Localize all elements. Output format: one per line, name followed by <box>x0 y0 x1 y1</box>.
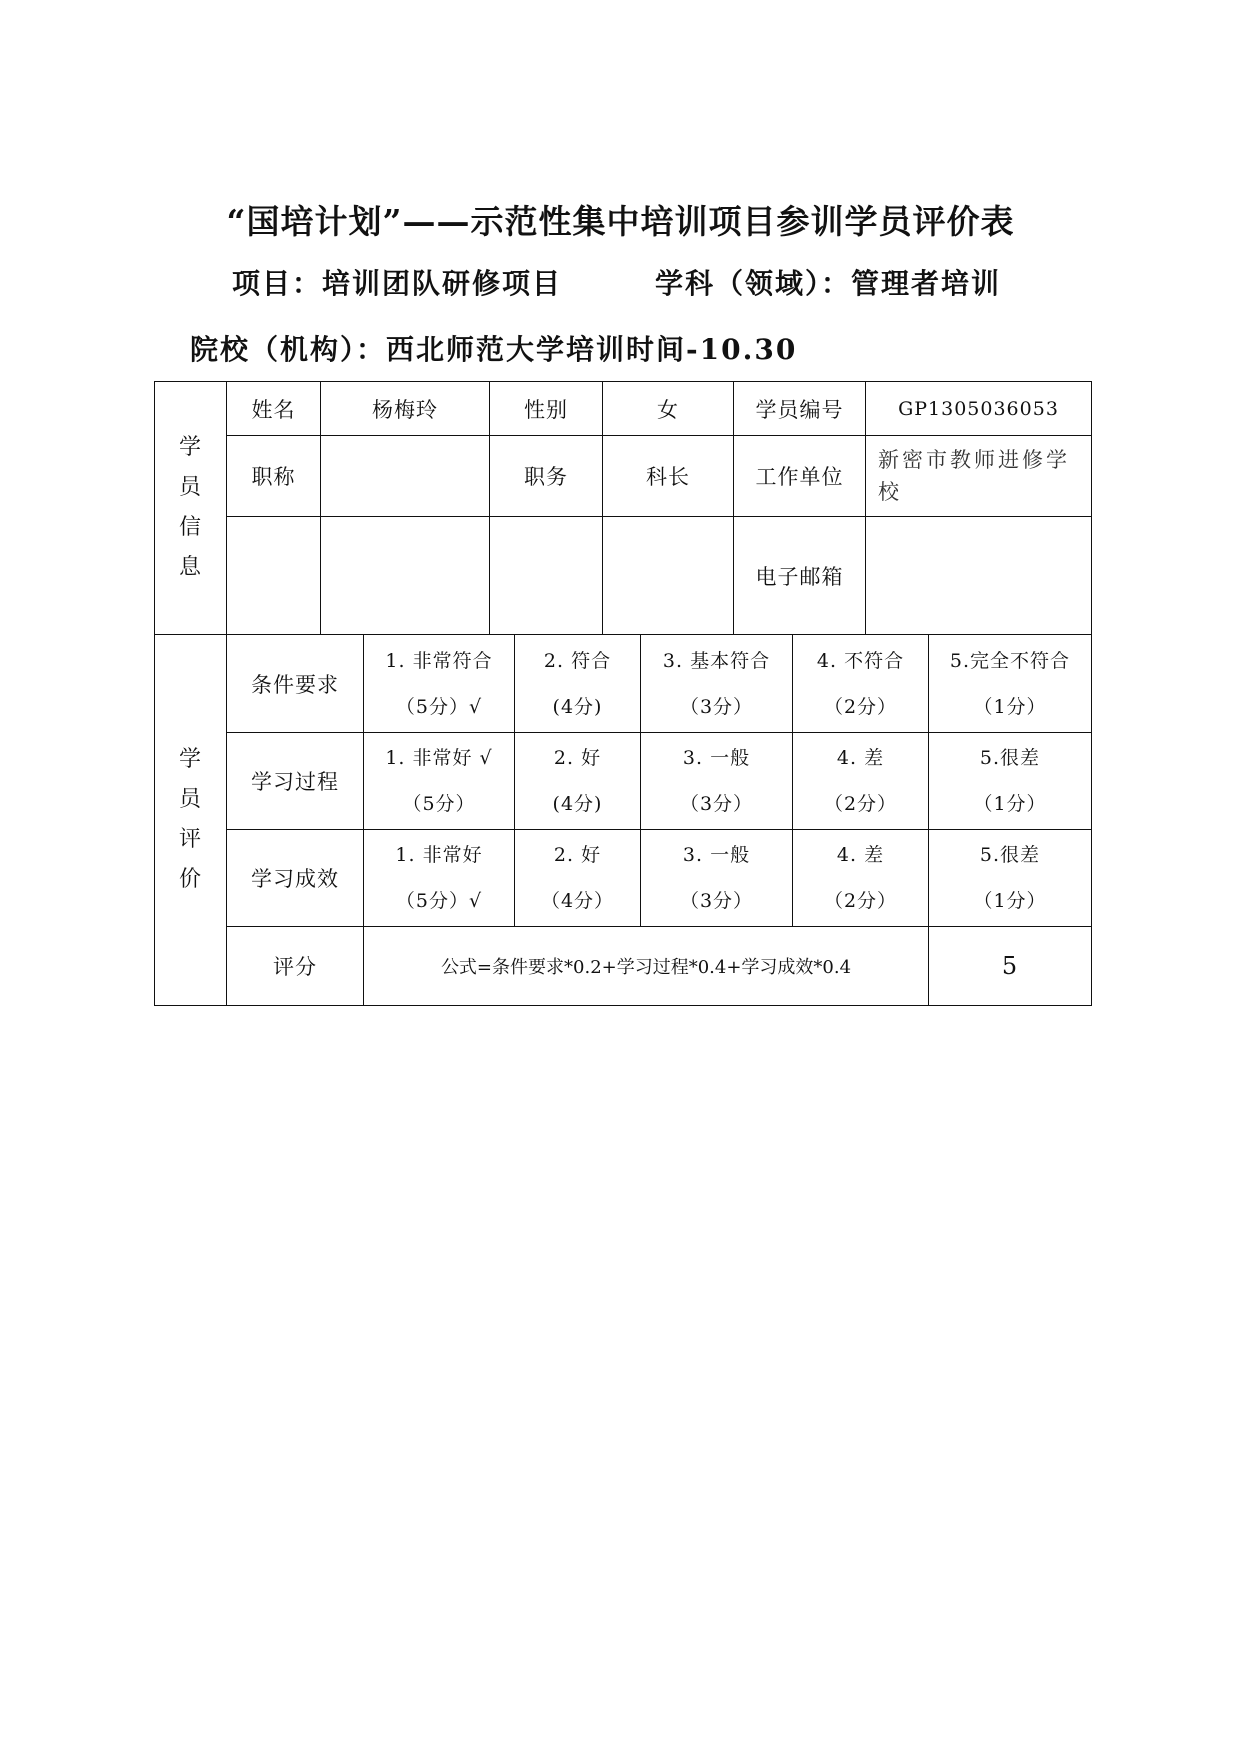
email-value <box>866 517 1092 635</box>
form-title: “国培计划”——示范性集中培训项目参训学员评价表 <box>226 202 1015 241</box>
option-text: 5.很差 <box>979 747 1041 769</box>
option-text: 3. 基本符合 <box>662 649 771 672</box>
option-text: 5.完全不符合 <box>949 649 1071 672</box>
option-points: （5分） <box>402 793 476 815</box>
option-cell <box>641 635 793 733</box>
option-text: 1. 非常好 <box>395 844 483 866</box>
school-line: 院校（机构）：西北师范大学培训时间-10.30 <box>190 333 798 366</box>
evaluation-section-label <box>155 635 227 1006</box>
option-points: （1分） <box>973 890 1047 912</box>
name-value: 杨梅玲 <box>321 382 490 436</box>
student-info-section-label <box>155 382 227 635</box>
option-text: 2. 好 <box>553 747 602 769</box>
student-info-table <box>154 381 1092 635</box>
option-points: （4分） <box>540 890 615 912</box>
option-text: 1. 非常好 √ <box>385 747 493 769</box>
option-cell <box>364 635 515 733</box>
option-text: 2. 符合 <box>543 649 612 672</box>
score-label: 评分 <box>227 927 364 1006</box>
evaluation-table <box>154 634 1092 1006</box>
gender-label: 性别 <box>490 382 603 436</box>
option-text: 5.很差 <box>979 844 1041 866</box>
option-points: （3分） <box>679 695 754 718</box>
option-cell <box>929 830 1092 927</box>
option-points: （1分） <box>973 793 1047 815</box>
option-points: （3分） <box>679 793 754 815</box>
option-cell <box>793 830 929 927</box>
empty-cell <box>321 517 490 635</box>
student-id-label: 学员编号 <box>734 382 866 436</box>
option-text: 2. 好 <box>553 844 602 866</box>
project-line: 项目：培训团队研修项目 <box>232 267 563 300</box>
position-label: 职务 <box>490 436 603 517</box>
option-points: （2分） <box>823 695 898 718</box>
option-points: (4分) <box>552 793 603 815</box>
empty-cell <box>490 517 603 635</box>
score-formula: 公式=条件要求*0.2+学习过程*0.4+学习成效*0.4 <box>364 927 929 1006</box>
subject-line: 学科（领域）：管理者培训 <box>655 267 1002 300</box>
title-label: 职称 <box>227 436 321 517</box>
option-text: 4. 差 <box>836 844 885 866</box>
option-cell <box>515 830 641 927</box>
option-text: 3. 一般 <box>682 844 751 866</box>
option-cell <box>793 733 929 830</box>
section-label-text: 学员评价 <box>178 747 202 892</box>
position-value: 科长 <box>603 436 734 517</box>
option-cell <box>515 635 641 733</box>
section-label-text: 学员信息 <box>178 435 202 580</box>
option-cell <box>364 733 515 830</box>
option-cell <box>641 830 793 927</box>
row-label-outcome: 学习成效 <box>227 830 364 927</box>
work-unit-label: 工作单位 <box>734 436 866 517</box>
row-label-conditions: 条件要求 <box>227 635 364 733</box>
option-points: （1分） <box>973 695 1047 718</box>
option-cell <box>515 733 641 830</box>
option-text: 1. 非常符合 <box>385 649 493 672</box>
option-points: （3分） <box>679 890 754 912</box>
student-id-value: GP1305036053 <box>866 382 1092 436</box>
option-text: 4. 差 <box>836 747 885 769</box>
option-cell <box>929 733 1092 830</box>
work-unit-value: 新密市教师进修学校 <box>866 436 1092 517</box>
name-label: 姓名 <box>227 382 321 436</box>
option-cell <box>793 635 929 733</box>
option-cell <box>641 733 793 830</box>
empty-cell <box>227 517 321 635</box>
title-value <box>321 436 490 517</box>
row-label-process: 学习过程 <box>227 733 364 830</box>
score-value: 5 <box>929 927 1092 1006</box>
option-points: （5分）√ <box>395 890 483 912</box>
option-cell <box>929 635 1092 733</box>
option-cell <box>364 830 515 927</box>
gender-value: 女 <box>603 382 734 436</box>
option-points: （2分） <box>823 890 898 912</box>
email-label: 电子邮箱 <box>734 517 866 635</box>
empty-cell <box>603 517 734 635</box>
option-points: （5分）√ <box>395 695 483 718</box>
option-points: （2分） <box>823 793 898 815</box>
option-text: 4. 不符合 <box>816 649 905 672</box>
evaluation-form <box>154 381 1091 1006</box>
option-text: 3. 一般 <box>682 747 751 769</box>
option-points: (4分) <box>552 695 603 718</box>
